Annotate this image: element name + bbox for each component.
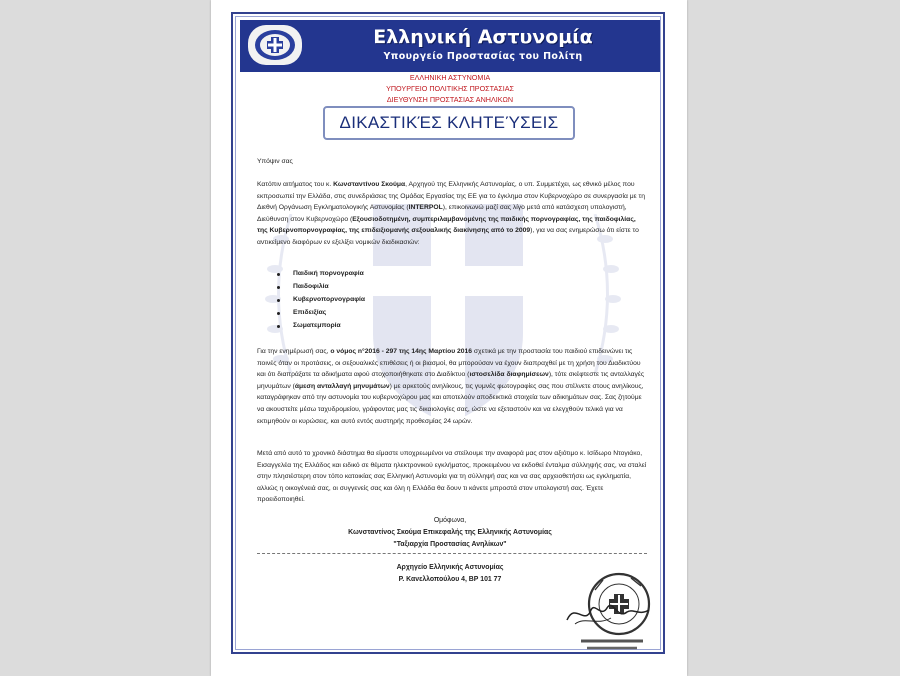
paragraph-warning: Μετά από αυτό το χρονικό διάστημα θα είμαστε υποχρεωμένοι να στείλουμε την αναφορά μας στον αξιότιμο κ. Ισίδωρο Ντογιάκο, Εισαγγελέα της Ελλάδος και ειδικό σε θέματα ηλεκτρονικού εγκλήματος, προκειμένου να εκδοθεί ένταλμα σύλληψής σας, να σταλεί στην πλησιέστερη στον τόπο κατοικίας σας Ελληνική Αστυνομία για τη σύλληψή σας και να σας αρχειοθετήσει ως εγκληματία, αλλιώς η οικογένειά σας, οι συγγενείς σας και όλη η Ελλάδα θα δουν τι κάνετε μπροστά στον υπολογιστή σας. Έχετε προειδοποιηθεί. bbox=[257, 450, 647, 504]
list-item: Παιδοφιλία bbox=[277, 281, 365, 294]
greeting: Υπόψιν σας bbox=[257, 158, 293, 165]
document-frame bbox=[231, 12, 665, 654]
list-item: Παιδική πορνογραφία bbox=[277, 268, 365, 281]
footer-address: Ρ. Κανελλοπούλου 4, ΒΡ 101 77 bbox=[398, 576, 502, 583]
closing-regards: Ομόφωνα, bbox=[433, 517, 467, 524]
document-title bbox=[323, 106, 575, 140]
police-badge-icon bbox=[248, 25, 302, 65]
paragraph-intro: Κατόπιν αιτήματος του κ. Κωνσταντίνου Σκούμα, Αρχηγού της Ελληνικής Αστυνομίας, ο υπ. Συμμετέχει, ως εθνικό μέλος που εκπροσωπεί την Ελλάδα, στις συνεδριάσεις της Ομάδας Εργασίας της ΕΕ για το έγκλημα στον Κυβερνοχώρο σε συνεργασία με τη Διεθνή Οργάνωση Εγκληματολογικής Αστυνομίας (INTERPOL), επικοινωνώ μαζί σας λίγο μετά από κατάσχεση υπολογιστή, Διεύθυνση στον Κυβερνοχώρο (Εξουσιοδοτημένη, συμπεριλαμβανομένης της παιδικής πορνογραφίας, της παιδοφιλίας, της Κυβερνοπορνογραφίας, της επιδειξιομανής σεξουαλικής διακίνησης από το 2009), για να σας ενημερώσω ότι είστε το αντικείμενο διαφόρων εν εξελίξει νομικών διαδικασιών: bbox=[257, 181, 645, 246]
divider bbox=[257, 553, 647, 554]
list-item: Επιδειξίας bbox=[277, 307, 365, 320]
official-stamp-icon bbox=[561, 568, 659, 652]
paragraph-law: Για την ενημέρωσή σας, ο νόμος n°2016 - 297 της 14ης Μαρτίου 2016 σχετικά με την προστασία του παιδιού επιδεινώνει τις ποινές όταν οι προτάσεις, οι σεξουαλικές επιθέσεις ή οι βιασμοί, θα μπορούσαν να έχουν διαπραχθεί με τη χρήση του Διαδικτύου και ότι διαπράξατε τα αδικήματα αφού στοχοποιήθηκατε στο Διαδίκτυο (ιστοσελίδα διαφημίσεων), τότε σκέφτεστε τις ανταλλαγές μηνυμάτων (άμεση ανταλλαγή μηνυμάτων) με αρκετούς ανηλίκους, τις γυμνές φωτογραφίες σας που στέλνετε στους ανηλίκους, καταγράφηκαν από την αστυνομία του κυβερνοχώρου μας και αποτελούν αποδεικτικά στοιχεία των αδικημάτων σας. Σας ζητούμε να ακουστείτε μέσω ταχυδρομείου, γράφοντας μας τις δικαιολογίες σας, ώστε να εξεταστούν και να ελεγχθούν τελικά για να εκτιμηθούν οι κυρώσεις, και αυτό εντός αυστηρής προθεσμίας 24 ωρών. bbox=[257, 348, 645, 425]
header-banner bbox=[240, 20, 660, 72]
list-item: Κυβερνοπορνογραφία bbox=[277, 294, 365, 307]
footer-hq: Αρχηγείο Ελληνικής Αστυνομίας bbox=[396, 564, 504, 571]
offense-list bbox=[277, 268, 365, 333]
org-line-3: ΔΙΕΥΘΥΝΣΗ ΠΡΟΣΤΑΣΙΑΣ ΑΝΗΛΙΚΩΝ bbox=[386, 95, 514, 104]
closing-unit: "Ταξιαρχία Προστασίας Ανηλίκων" bbox=[393, 541, 507, 548]
banner-subtitle: Υπουργείο Προστασίας του Πολίτη bbox=[383, 51, 583, 62]
org-line-1: ΕΛΛΗΝΙΚΗ ΑΣΤΥΝΟΜΙΑ bbox=[409, 73, 491, 82]
document-page bbox=[211, 0, 687, 676]
banner-title: Ελληνική Αστυνομία bbox=[373, 26, 593, 48]
closing-signatory: Κωνσταντίνος Σκούμα Επικεφαλής της Ελληνικής Αστυνομίας bbox=[348, 529, 552, 536]
document-title-text: ΔΙΚΑΣΤΙΚΈΣ ΚΛΗΤΕΎΣΕΙΣ bbox=[339, 113, 559, 132]
org-line-2: ΥΠΟΥΡΓΕΙΟ ΠΟΛΙΤΙΚΗΣ ΠΡΟΣΤΑΣΙΑΣ bbox=[386, 84, 514, 93]
list-item: Σωματεμπορία bbox=[277, 320, 365, 333]
